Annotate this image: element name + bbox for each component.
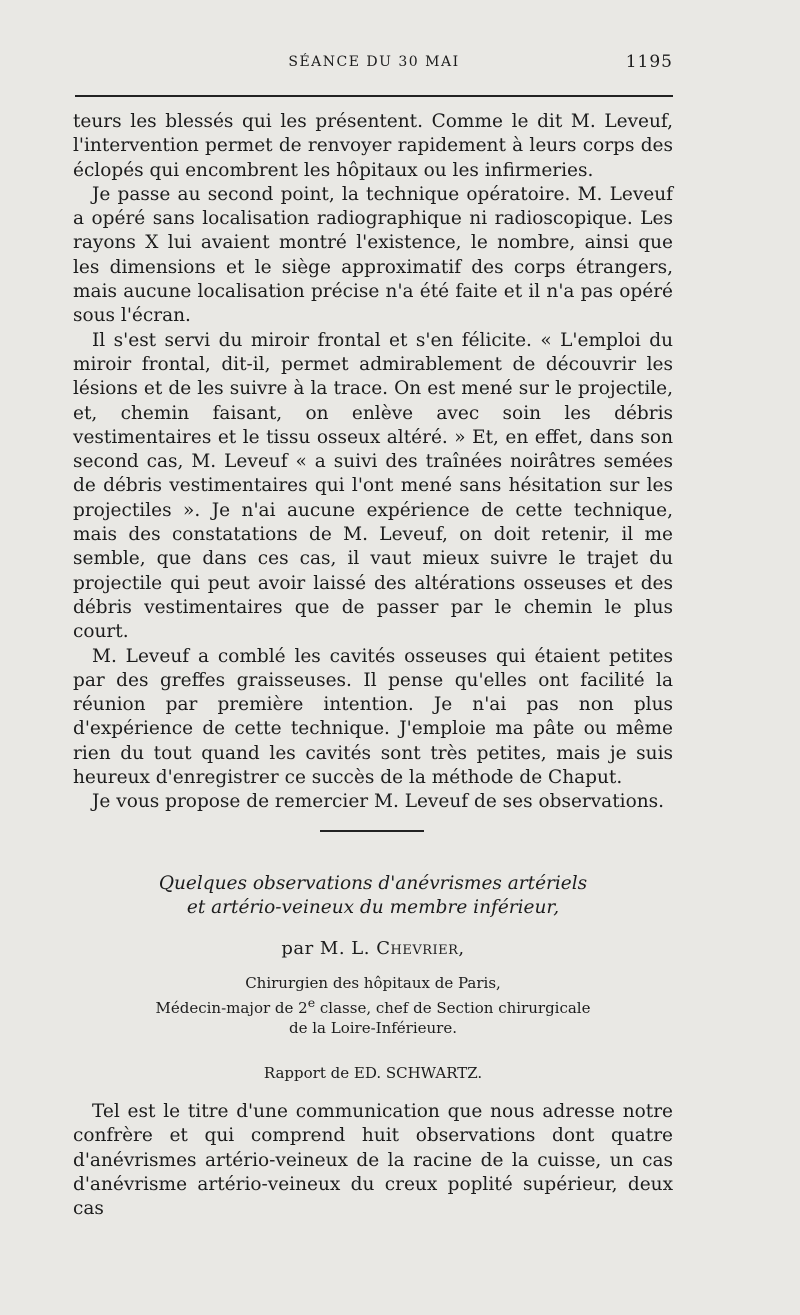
- affiliation-superscript: e: [307, 995, 316, 1010]
- report-attribution: Rapport de ED. SCHWARTZ.: [263, 1064, 483, 1082]
- affiliation-line-3: de la Loire-Inférieure.: [289, 1019, 457, 1037]
- paragraph: M. Leveuf a comblé les cavités osseuses qui étaient petites par des greffes graisseuses. Il pense qu'elles ont facilité la réunion par première intention. Je n'ai pas non plus d'expérience de cette technique. J'emploie ma pâte ou même rien du tout quand les cavités sont très petites, mais je suis heureux d'enregistrer ce succès de la méthode de Chaput.: [73, 645, 673, 789]
- article-title-line-1: Quelques observations d'anévrismes artériels: [158, 873, 588, 894]
- paragraph: Je passe au second point, la technique opératoire. M. Leveuf a opéré sans localisation radiographique ni radioscopique. Les rayons X lui avaient montré l'existence, le nombre, ainsi que les dimensions et le siège approximatif des corps étrangers, mais aucune localisation précise n'a été faite et il n'a pas opéré sous l'écran.: [73, 183, 673, 327]
- article-body: [73, 1100, 673, 1221]
- article-title-line-2: et artério-veineux du membre inférieur,: [186, 897, 560, 918]
- affiliation-rank: Médecin-major de 2: [155, 999, 308, 1017]
- article-heading: [73, 872, 673, 1082]
- section-separator: [320, 830, 424, 832]
- paragraph: Il s'est servi du miroir frontal et s'en félicite. « L'emploi du miroir frontal, dit-il, permet admirablement de découvrir les lésions et de les suivre à la trace. On est mené sur le projectile, et, chemin faisant, on enlève avec soin les débris vestimentaires et le tissu osseux altéré. » Et, en effet, dans son second cas, M. Leveuf « a suivi des traînées noirâtres semées de débris vestimentaires qui l'ont mené sans hésitation sur les projectiles ». Je n'ai aucune expérience de cette technique, mais des constatations de M. Leveuf, on doit retenir, il me semble, que dans ces cas, il vaut mieux suivre le trajet du projectile qui peut avoir laissé des altérations osseuses et des débris vestimentaires que de passer par le chemin le plus court.: [73, 329, 673, 643]
- author-name: Chevrier,: [376, 938, 465, 959]
- paragraph: Je vous propose de remercier M. Leveuf de ses observations.: [92, 791, 664, 813]
- page-number: 1195: [625, 52, 673, 72]
- affiliation-line-1: Chirurgien des hôpitaux de Paris,: [245, 974, 501, 992]
- header-rule: [75, 95, 673, 97]
- paragraph: teurs les blessés qui les présentent. Comme le dit M. Leveuf, l'intervention permet de renvoyer rapidement à leurs corps des éclopés qui encombrent les hôpitaux ou les infirmeries.: [73, 111, 673, 181]
- report-body: [73, 110, 673, 815]
- article-author: [73, 938, 673, 959]
- running-head: [75, 50, 673, 76]
- affiliation-line-2: [73, 993, 673, 1018]
- author-prefix: par M. L.: [281, 938, 370, 959]
- paragraph: Tel est le titre d'une communication que nous adresse notre confrère et qui comprend huit observations dont quatre d'anévrismes artério-veineux de la racine de la cuisse, un cas d'anévrisme artério-veineux du creux poplité supérieur, deux cas: [73, 1101, 673, 1220]
- affiliation-section: classe, chef de Section chirurgicale: [315, 999, 591, 1017]
- running-title: SÉANCE DU 30 MAI: [288, 54, 460, 70]
